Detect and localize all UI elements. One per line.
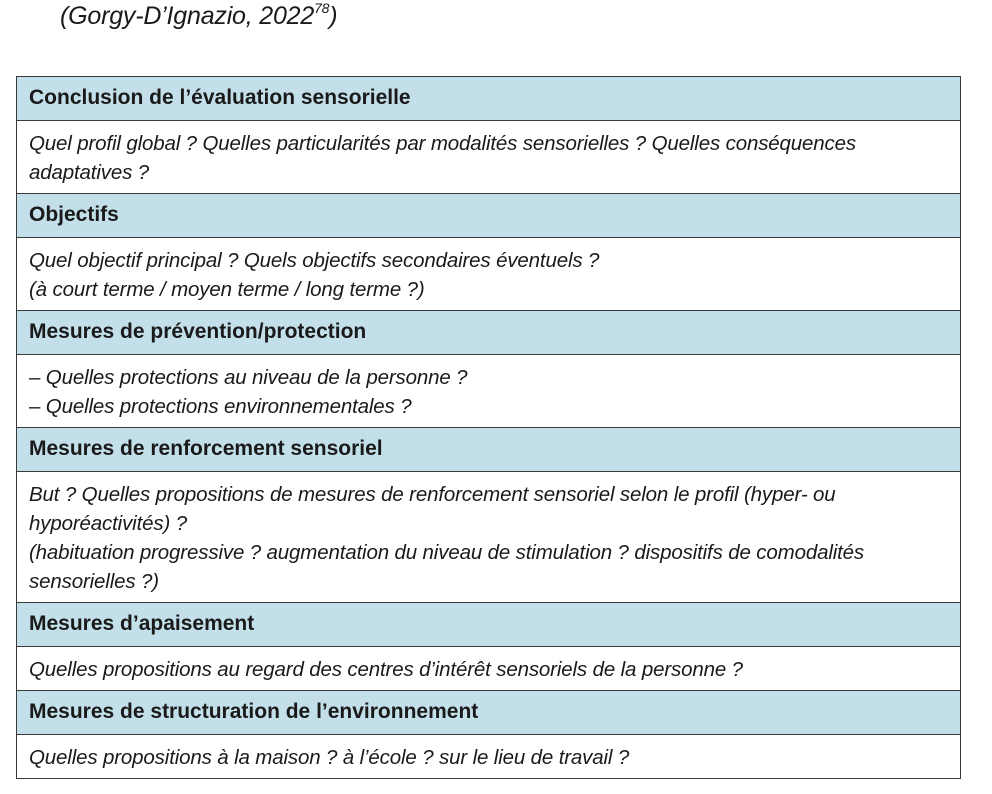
citation <box>60 2 337 31</box>
body-line: Quelles propositions au regard des centres d’intérêt sensoriels de la personne ? <box>29 658 743 681</box>
body-line: Quelles propositions à la maison ? à l’école ? sur le lieu de travail ? <box>29 746 630 769</box>
body-line: adaptatives ? <box>29 161 149 184</box>
body-line: (habituation progressive ? augmentation du niveau de stimulation ? dispositifs de comodalités <box>29 541 865 564</box>
section-heading-conclusion: Conclusion de l’évaluation sensorielle <box>17 77 960 121</box>
section-body-renforcement <box>17 472 960 603</box>
section-body-conclusion <box>17 121 960 194</box>
section-heading-objectifs: Objectifs <box>17 194 960 238</box>
body-line: Quel objectif principal ? Quels objectifs secondaires éventuels ? <box>29 249 600 272</box>
section-heading-renforcement: Mesures de renforcement sensoriel <box>17 428 960 472</box>
section-body-prevention <box>17 355 960 428</box>
body-line: sensorielles ?) <box>29 570 159 593</box>
section-heading-apaisement: Mesures d’apaisement <box>17 603 960 647</box>
citation-text: (Gorgy-D’Ignazio, 2022 <box>60 2 315 30</box>
sensory-plan-table <box>16 76 961 779</box>
section-body-objectifs <box>17 238 960 311</box>
citation-reference: 78 <box>314 0 330 16</box>
body-line: (à court terme / moyen terme / long terme ?) <box>29 278 425 301</box>
body-line: hyporéactivités) ? <box>29 512 187 535</box>
body-line: Quel profil global ? Quelles particularités par modalités sensorielles ? Quelles conséquences <box>29 132 857 155</box>
citation-close: ) <box>329 2 338 30</box>
body-line: – Quelles protections au niveau de la personne ? <box>29 366 468 389</box>
body-line: – Quelles protections environnementales ? <box>29 395 412 418</box>
section-body-structuration <box>17 735 960 779</box>
section-heading-structuration: Mesures de structuration de l’environnement <box>17 691 960 735</box>
section-body-apaisement <box>17 647 960 691</box>
section-heading-prevention: Mesures de prévention/protection <box>17 311 960 355</box>
body-line: But ? Quelles propositions de mesures de renforcement sensoriel selon le profil (hyper- ou <box>29 483 836 506</box>
